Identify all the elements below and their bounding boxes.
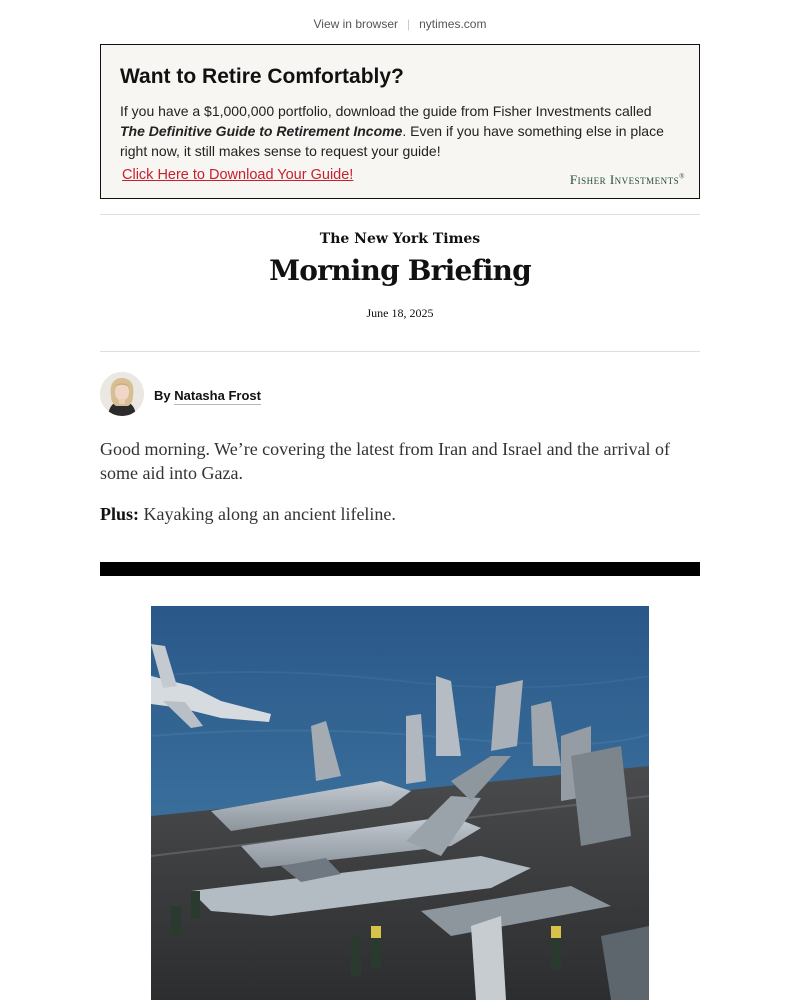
byline-prefix: By xyxy=(154,388,171,403)
fisher-investments-logo xyxy=(570,172,685,188)
author-name-link[interactable]: Natasha Frost xyxy=(174,388,261,403)
ad-title: Want to Retire Comfortably? xyxy=(120,65,404,88)
ad-body xyxy=(120,101,680,161)
plus-text: Kayaking along an ancient lifeline. xyxy=(139,504,396,524)
nyt-masthead-logo[interactable]: The New York Times xyxy=(319,231,481,247)
ad-body-part1: If you have a $1,000,000 portfolio, download the guide from Fisher Investments called xyxy=(120,103,652,119)
newsletter-title: Morning Briefing xyxy=(269,254,531,287)
aircraft-carrier-photo[interactable] xyxy=(151,606,649,1000)
registered-mark: ® xyxy=(679,172,685,181)
divider-top xyxy=(100,214,700,215)
ad-brand-name: Fisher Investments xyxy=(569,172,680,187)
intro-paragraph: Good morning. We’re covering the latest from Iran and Israel and the arrival of some aid into Gaza. xyxy=(100,439,671,483)
link-separator: | xyxy=(407,17,411,31)
divider-bottom xyxy=(100,351,700,352)
nytimes-link[interactable]: nytimes.com xyxy=(419,17,487,31)
advertisement-banner[interactable] xyxy=(100,44,700,199)
author-avatar xyxy=(100,372,144,416)
ad-body-part2: . Even if you have something else in place right now, it still makes sense to request your guide! xyxy=(120,123,664,159)
ad-guide-title: The Definitive Guide to Retirement Income xyxy=(120,123,403,139)
top-links xyxy=(0,17,800,31)
view-in-browser-link[interactable]: View in browser xyxy=(313,17,398,31)
byline-text xyxy=(154,388,261,403)
download-guide-link[interactable]: Click Here to Download Your Guide! xyxy=(122,167,354,183)
plus-label: Plus: xyxy=(100,504,140,524)
newsletter-date: June 18, 2025 xyxy=(366,306,434,320)
section-divider-bar xyxy=(100,562,700,576)
plus-paragraph xyxy=(100,502,700,526)
